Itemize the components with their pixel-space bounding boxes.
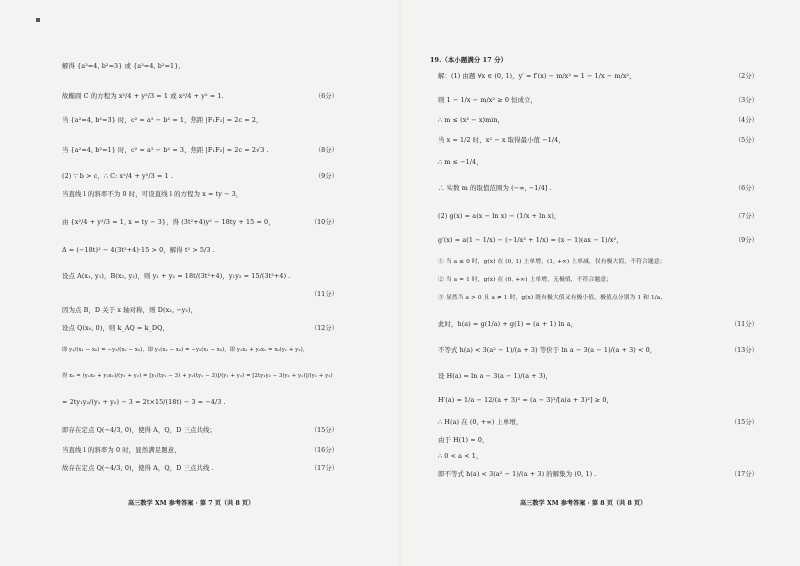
score-label: （13分） (730, 346, 758, 354)
score-label: （6分） (314, 92, 338, 100)
text-line: 当直线 l 的斜率为 0 时，显然满足题意， (62, 446, 181, 454)
text-line: g′(x) = a(1 − 1/x) − (−1/x² + 1/x) = (x − 1)(ax − 1)/x²， (438, 236, 623, 244)
text-line: ∴ H(a) 在 (0, +∞) 上单增， (438, 418, 523, 426)
text-line: 当 {a²=4, b²=3} 时，c² = a² − b² = 1，焦距 |F₁F₂| = 2c = 2， (62, 116, 263, 124)
text-line: 由于 H(1) = 0， (438, 436, 489, 444)
text-line: ∴ 实数 m 的取值范围为 (−∞, −1/4] . (438, 184, 552, 192)
text-line: 解：(1) 由题 ∀x ∈ (0, 1)，y′ = f′(x) − m/x² = 1 − 1/x − m/x²， (438, 72, 636, 80)
text-line: 故椭圆 C 的方程为 x²/4 + y²/3 = 1 或 x²/4 + y² = 1. (62, 92, 224, 100)
text-line: 因为点 B，D 关于 x 轴对称，则 D(x₂, −y₂)， (62, 306, 198, 314)
score-label: （15分） (310, 426, 338, 434)
text-line: H′(a) = 1/a − 12/(a + 3)² = (a − 3)²/[a(a + 3)²] ≥ 0， (438, 396, 614, 404)
text-line: 由 {x²/4 + y²/3 = 1, x = ty − 3}，得 (3t²+4)y² − 18ty + 15 = 0， (62, 218, 275, 226)
score-label: （8分） (314, 146, 338, 154)
right-page (400, 0, 800, 566)
score-label: （17分） (310, 464, 338, 472)
text-line: ③ 显然当 a > 0 且 a ≠ 1 时，g(x) 既有极大值又有极小值，极值点分别为 1 和 1/a， (438, 295, 667, 301)
text-line: 设点 A(x₁, y₁)，B(x₂, y₂)，则 y₁ + y₂ = 18t/(3t²+4)，y₁y₂ = 15/(3t²+4) . (62, 272, 291, 280)
text-line: 当 {a²=4, b²=1} 时，c² = a² − b² = 3，焦距 |F₁F₂| = 2c = 2√3 . (62, 146, 269, 154)
text-line: 解得 {a²=4, b²=3} 或 {a²=4, b²=1}, (62, 62, 181, 70)
text-line: Δ = (−18t)² − 4(3t²+4)·15 > 0，解得 t² > 5/3 . (62, 246, 215, 254)
score-label: （12分） (310, 324, 338, 332)
text-line: 即不等式 h(a) < 3(a² − 1)/(a + 3) 的解集为 (0, 1) . (438, 470, 597, 478)
text-line: 得 x₀ = (y₁x₂ + y₂x₁)/(y₁ + y₂) = [y₁(ty₂ − 3) + y₂(ty₁ − 3)]/(y₁ + y₂) = [2ty₁y₂ − 3(y₁ + y₂)]/(y₁ + y₂) (62, 373, 333, 379)
text-line: (2) g(x) = a(x − ln x) − (1/x + ln x)， (438, 212, 561, 220)
text-line: 不等式 h(a) < 3(a² − 1)/(a + 3) 等价于 ln a − 3(a − 1)/(a + 3) < 0， (438, 346, 657, 354)
text-line: ∴ m ≤ −1/4， (438, 158, 483, 166)
page-footer: 高三数学 XM 参考答案 · 第 7 页（共 8 页） (128, 500, 255, 507)
score-label: （15分） (730, 418, 758, 426)
score-label: （17分） (730, 470, 758, 478)
text-line: ∴ m ≤ (x² − x)min， (438, 116, 505, 124)
score-label: （9分） (314, 172, 338, 180)
text-line: 故存在定点 Q(−4/3, 0)，使得 A，Q，D 三点共线 . (62, 464, 214, 472)
score-label: （6分） (734, 184, 758, 192)
score-label: （9分） (734, 236, 758, 244)
text-line: 则 1 − 1/x − m/x² ≥ 0 恒成立， (438, 96, 538, 104)
score-label: （5分） (734, 136, 758, 144)
score-label: （16分） (310, 446, 338, 454)
score-label: （11分） (310, 290, 338, 298)
text-line: 当 x = 1/2 时，x² − x 取得最小值 −1/4， (438, 136, 565, 144)
score-label: （4分） (734, 116, 758, 124)
text-line: 即存在定点 Q(−4/3, 0)，使得 A，Q，D 三点共线； (62, 426, 217, 434)
text-line: (2) ∵ b > c，∴ C: x²/4 + y²/3 = 1 . (62, 172, 173, 180)
score-label: （10分） (310, 218, 338, 226)
score-label: （2分） (734, 72, 758, 80)
text-line: 设 H(a) = ln a − 3(a − 1)/(a + 3)， (438, 372, 553, 380)
text-line: 即 y₁/(x₁ − x₀) = −y₂/(x₂ − x₀)，即 y₁(x₂ − x₀) = −y₂(x₁ − x₀)，即 y₁x₂ + y₂x₁ = x₀(y₁ + y₂)， (62, 347, 309, 353)
text-line: = 2ty₁y₂/(y₁ + y₂) − 3 = 2t×15/(18t) − 3 = −4/3 . (62, 398, 226, 406)
text-line: 当直线 l 的斜率不为 0 时，可设直线 l 的方程为 x = ty − 3， (62, 190, 243, 198)
text-line: ① 当 a ≤ 0 时，g(x) 在 (0, 1) 上单增，(1, +∞) 上单减，仅有极大值，不符合题意； (438, 259, 666, 265)
score-label: （7分） (734, 212, 758, 220)
text-line: 设点 Q(x₀, 0)，则 k_AQ = k_DQ， (62, 324, 169, 332)
score-label: （11分） (730, 320, 758, 328)
score-label: （3分） (734, 96, 758, 104)
text-line: ② 当 a = 1 时，g(x) 在 (0, +∞) 上单增，无极值，不符合题意； (438, 277, 613, 283)
text-line: ∴ 0 < a < 1， (438, 452, 483, 460)
question-heading: 19.（本小题满分 17 分） (430, 56, 508, 64)
page-footer: 高三数学 XM 参考答案 · 第 8 页（共 8 页） (520, 500, 647, 507)
text-line: 此时，h(a) = g(1/a) + g(1) = (a + 1) ln a， (438, 320, 578, 328)
